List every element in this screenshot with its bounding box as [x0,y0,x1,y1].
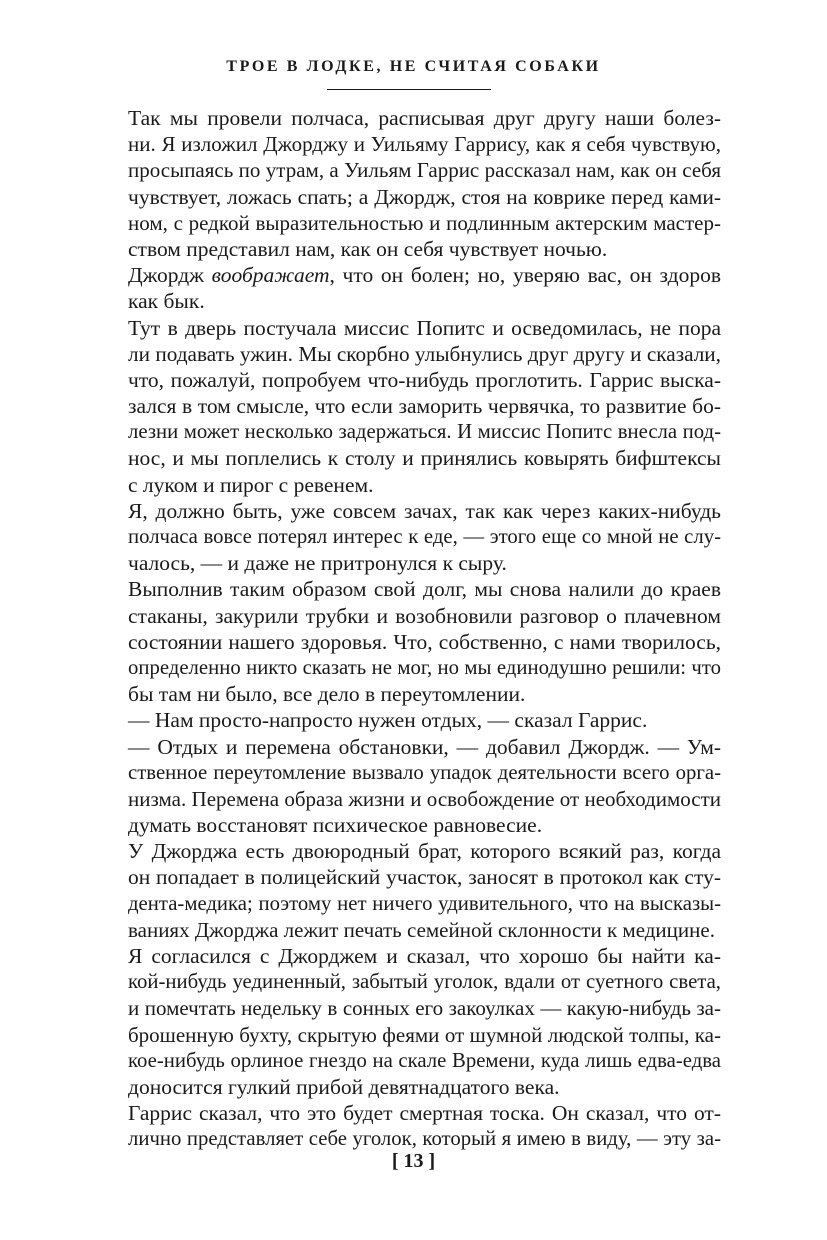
text-line: Выполнив таким образом свой долг, мы снова налили до краев [128,577,721,602]
text-line: с луком и пирог с ревенем. [128,472,374,497]
text-run: Джордж [128,263,212,288]
text-line: он попадает в полицейский участок, заносят в протокол как сту- [128,865,721,890]
paragraph-2 [128,262,721,314]
text-line: чувствует, ложась спать; а Джордж, стоя на коврике перед ками- [128,184,721,209]
text-line: бы там ни было, все дело в переутомлении. [128,682,526,707]
text-line: нос, и мы поплелись к столу и принялись ковырять бифштексы [128,446,721,471]
text-line: дента-медика; поэтому нет ничего удивительного, что на высказы- [128,892,721,915]
paragraph-6 [128,707,721,733]
body-text [128,105,721,1153]
text-line: ли подавать ужин. Мы скорбно улыбнулись друг другу и сказали, [128,341,721,366]
text-line: состоянии нашего здоровья. Что, собственно, с нами творилось, [128,629,721,654]
running-head-rule [327,89,491,90]
paragraph-1 [128,105,721,262]
text-line: Я, должно быть, уже совсем зачах, так как через каких-нибудь [128,498,721,523]
text-line: определенно никто сказать не мог, но мы единодушно решили: что [128,656,721,679]
paragraph-4 [128,498,721,577]
text-line: и помечтать недельку в сонных его закоулках — какую-нибудь за- [128,996,721,1021]
paragraph-7 [128,734,721,839]
text-line: зался в том смысле, что если заморить червячка, то развитие бо- [128,394,721,419]
text-line: ном, с редкой выразительностью и подлинным актерским мастер- [128,210,721,235]
text-line: Я согласился с Джорджем и сказал, что хорошо бы найти ка- [128,944,721,968]
text-line: Тут в дверь постучала миссис Попитс и осведомилась, не пора [128,315,721,340]
text-line: лезни может несколько задержаться. И миссис Попитс внесла под- [128,421,721,444]
paragraph-9 [128,943,721,1100]
emphasis-word: воображает [211,263,330,288]
text-line: доносится гулкий прибой девятнадцатого века. [128,1074,560,1099]
page-number: [ 13 ] [391,1150,436,1172]
text-line: что, пожалуй, попробуем что-нибудь проглотить. Гаррис выска- [128,367,721,392]
text-line: лично представляет себе уголок, который я имею в виду, — эту за- [128,1128,721,1151]
text-line: ваниях Джорджа лежит печать семейной склонности к медицине. [128,917,715,942]
text-line: ни. Я изложил Джорджу и Уильяму Гаррису, как я себя чувствую, [128,132,721,157]
running-head: ТРОЕ В ЛОДКЕ, НЕ СЧИТАЯ СОБАКИ [226,58,601,75]
paragraph-8 [128,838,721,943]
text-line: ственное переутомление вызвало упадок деятельности всего орга- [128,761,721,784]
text-line: стаканы, закурили трубки и возобновили разговор о плачевном [128,603,721,628]
text-line [128,262,721,288]
text-line: брошенную бухту, скрытую феями от шумной людской толпы, ка- [128,1022,721,1047]
text-line: Гаррис сказал, что это будет смертная тоска. Он сказал, что от- [128,1101,721,1126]
text-line: кой-нибудь уединенный, забытый уголок, вдали от суетного света, [128,971,721,994]
paragraph-5 [128,576,721,707]
text-line: низма. Перемена образа жизни и освобождение от необходимости [128,786,721,811]
text-line: чалось, — и даже не притронулся к сыру. [128,551,507,576]
text-run: , что он болен; но, уверяю вас, он здоров [329,263,721,288]
text-line: кое-нибудь орлиное гнездо на скале Времени, куда лишь едва-едва [128,1049,721,1072]
text-line: Так мы провели полчаса, расписывая друг другу наши болез- [128,106,721,130]
text-line: ством представил нам, как он себя чувствует ночью. [128,236,608,261]
paragraph-10 [128,1100,721,1152]
paragraph-3 [128,315,721,498]
text-line: У Джорджа есть двоюродный брат, которого всякий раз, когда [128,839,721,864]
text-line: — Отдых и перемена обстановки, — добавил Джордж. — Ум- [128,734,721,759]
text-line: просыпаясь по утрам, а Уильям Гаррис рассказал нам, как он себя [128,158,721,183]
text-line: думать восстановят психическое равновесие. [128,813,543,838]
text-line: — Нам просто-напросто нужен отдых, — сказал Гаррис. [128,708,648,733]
text-line: полчаса вовсе потерял интерес к еде, — этого еще со мной не слу- [128,526,721,548]
text-line: как бык. [128,289,205,314]
